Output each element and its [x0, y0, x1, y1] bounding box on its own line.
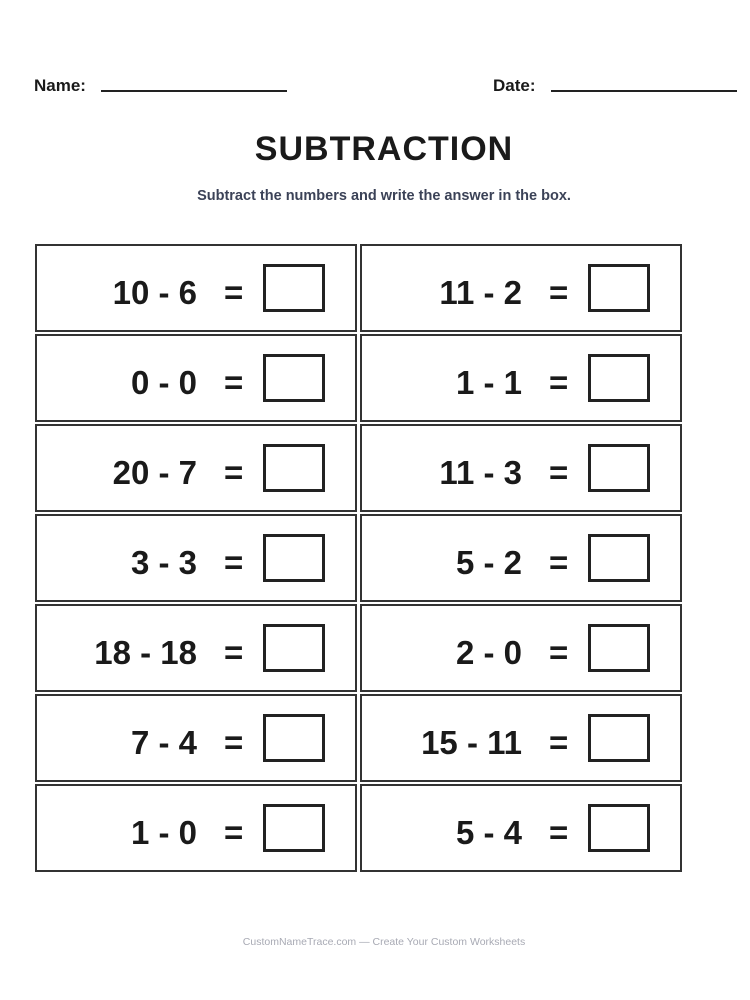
answer-box[interactable]	[588, 804, 650, 852]
date-line[interactable]	[551, 90, 737, 92]
problem-expression: 0 - 0	[130, 364, 197, 401]
problem-cell	[35, 244, 357, 332]
name-label: Name:	[34, 76, 86, 95]
problem-expression: 20 - 7	[112, 454, 197, 491]
answer-box[interactable]	[263, 534, 325, 582]
answer-box[interactable]	[263, 714, 325, 762]
problem-cell	[35, 514, 357, 602]
problem-cell	[35, 784, 357, 872]
equals-sign: =	[549, 634, 569, 671]
problem-cell	[35, 604, 357, 692]
problem-cell	[360, 694, 682, 782]
worksheet-instructions: Subtract the numbers and write the answer in the box.	[197, 188, 571, 204]
answer-box[interactable]	[263, 264, 325, 312]
equals-sign: =	[224, 634, 244, 671]
problem-cell	[35, 334, 357, 422]
problem-expression: 11 - 3	[439, 454, 522, 491]
problem-cell	[360, 604, 682, 692]
answer-box[interactable]	[588, 714, 650, 762]
problem-expression: 1 - 1	[455, 364, 522, 401]
problem-cell	[35, 424, 357, 512]
date-label: Date:	[493, 76, 536, 95]
problem-expression: 3 - 3	[130, 544, 197, 581]
problem-expression: 2 - 0	[455, 634, 522, 671]
problem-cell	[360, 514, 682, 602]
answer-box[interactable]	[588, 624, 650, 672]
equals-sign: =	[549, 364, 569, 401]
answer-box[interactable]	[588, 534, 650, 582]
answer-box[interactable]	[263, 624, 325, 672]
problem-cell	[360, 244, 682, 332]
equals-sign: =	[549, 814, 569, 851]
worksheet-title: SUBTRACTION	[254, 130, 514, 168]
equals-sign: =	[224, 814, 244, 851]
problem-expression: 1 - 0	[130, 814, 197, 851]
answer-box[interactable]	[588, 264, 650, 312]
answer-box[interactable]	[263, 804, 325, 852]
equals-sign: =	[549, 544, 569, 581]
footer-text: CustomNameTrace.com — Create Your Custom Worksheets	[242, 936, 526, 948]
problem-cell	[360, 334, 682, 422]
equals-sign: =	[224, 724, 244, 761]
problem-cell	[360, 424, 682, 512]
problem-expression: 10 - 6	[112, 274, 197, 311]
problem-expression: 5 - 2	[455, 544, 522, 581]
answer-box[interactable]	[588, 444, 650, 492]
answer-box[interactable]	[263, 354, 325, 402]
equals-sign: =	[224, 454, 244, 491]
equals-sign: =	[224, 544, 244, 581]
answer-box[interactable]	[588, 354, 650, 402]
problem-cell	[35, 694, 357, 782]
problem-expression: 7 - 4	[130, 724, 197, 761]
answer-box[interactable]	[263, 444, 325, 492]
equals-sign: =	[549, 274, 569, 311]
problem-cell	[360, 784, 682, 872]
problem-expression: 5 - 4	[455, 814, 522, 851]
equals-sign: =	[224, 364, 244, 401]
name-line[interactable]	[101, 90, 287, 92]
equals-sign: =	[224, 274, 244, 311]
problem-expression: 11 - 2	[439, 274, 522, 311]
problem-expression: 15 - 11	[421, 724, 522, 761]
problem-grid	[35, 244, 682, 872]
problem-expression: 18 - 18	[94, 634, 197, 671]
equals-sign: =	[549, 724, 569, 761]
equals-sign: =	[549, 454, 569, 491]
